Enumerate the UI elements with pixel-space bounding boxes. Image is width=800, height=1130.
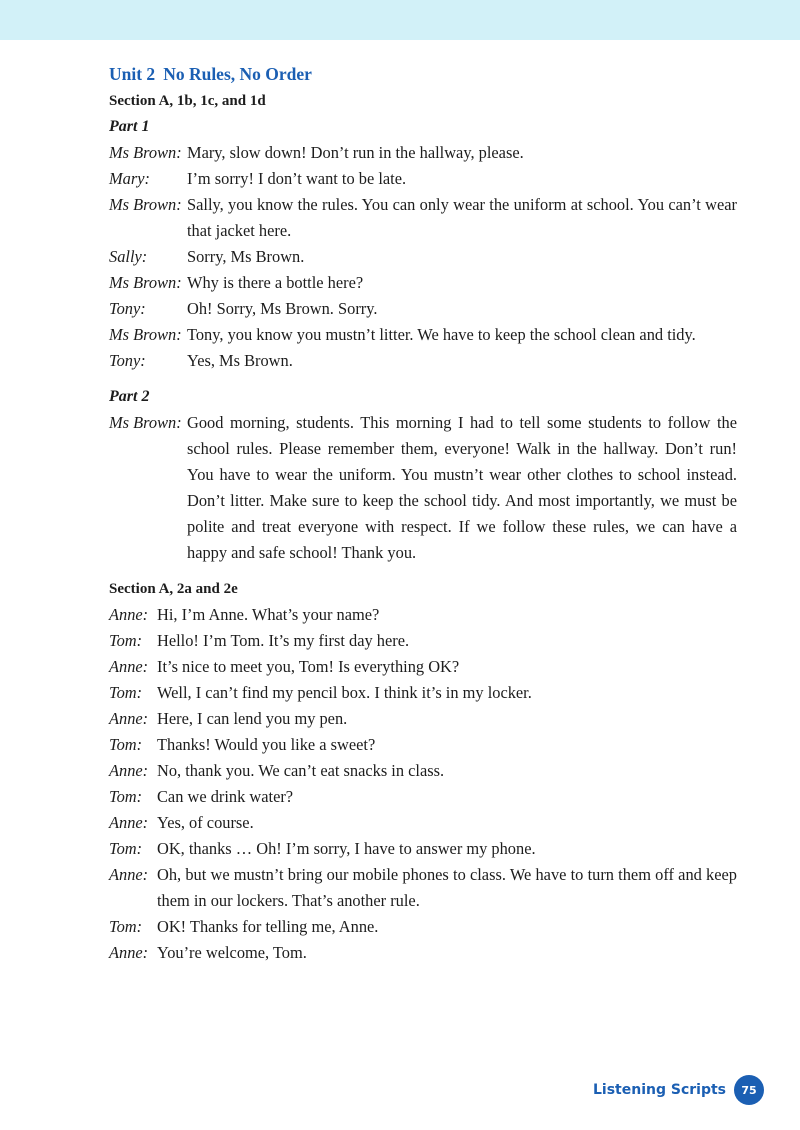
dialogue-line xyxy=(109,810,737,836)
unit-name: No Rules, No Order xyxy=(163,64,312,84)
dialogue-line xyxy=(109,244,737,270)
utterance: Oh, but we mustn’t bring our mobile phones to class. We have to turn them off and keep them in our lockers. That’s another rule. xyxy=(157,865,737,910)
speaker-label: Tom: xyxy=(109,683,143,702)
utterance: Thanks! Would you like a sweet? xyxy=(157,735,376,754)
dialogue-line xyxy=(109,654,737,680)
speaker-label: Tom: xyxy=(109,917,143,936)
speaker-label: Anne: xyxy=(109,657,149,676)
speaker-label: Anne: xyxy=(109,813,149,832)
utterance: Hello! I’m Tom. It’s my first day here. xyxy=(157,631,410,650)
utterance: Tony, you know you mustn’t litter. We have to keep the school clean and tidy. xyxy=(187,325,696,344)
part-2-heading: Part 2 xyxy=(109,388,150,405)
section-heading-2: Section A, 2a and 2e xyxy=(109,581,238,597)
utterance: I’m sorry! I don’t want to be late. xyxy=(187,169,407,188)
dialogue-part-2 xyxy=(109,410,737,566)
dialogue-line xyxy=(109,914,737,940)
footer-label: Listening Scripts xyxy=(593,1082,726,1098)
page-content xyxy=(109,60,737,966)
utterance: Yes, Ms Brown. xyxy=(187,351,293,370)
speaker-label: Mary: xyxy=(109,169,150,188)
speaker-label: Anne: xyxy=(109,943,149,962)
dialogue-line xyxy=(109,758,737,784)
speaker-label: Anne: xyxy=(109,865,149,884)
dialogue-line xyxy=(109,348,737,374)
dialogue-line xyxy=(109,166,737,192)
dialogue-line xyxy=(109,192,737,244)
dialogue-section-2 xyxy=(109,602,737,966)
speaker-label: Sally: xyxy=(109,247,148,266)
dialogue-line xyxy=(109,270,737,296)
dialogue-line xyxy=(109,862,737,914)
dialogue-line xyxy=(109,680,737,706)
utterance: Good morning, students. This morning I had to tell some students to follow the school rules. Please remember them, everyone! Walk in the hallway. Don’t run! You have to wear the uniform. You mustn’t wear other clothes to school instead. Don’t litter. Make sure to keep the school tidy. And most importantly, we must be polite and treat everyone with respect. If we follow these rules, we can have a happy and safe school! Thank you. xyxy=(187,413,737,562)
dialogue-line xyxy=(109,836,737,862)
page-footer xyxy=(593,1075,764,1105)
speaker-label: Tom: xyxy=(109,735,143,754)
utterance: Sally, you know the rules. You can only wear the uniform at school. You can’t wear that jacket here. xyxy=(187,195,737,240)
speaker-label: Tom: xyxy=(109,631,143,650)
part-1-heading: Part 1 xyxy=(109,118,150,135)
speaker-label: Ms Brown: xyxy=(109,413,182,432)
utterance: It’s nice to meet you, Tom! Is everything OK? xyxy=(157,657,460,676)
utterance: Mary, slow down! Don’t run in the hallway, please. xyxy=(187,143,524,162)
top-color-band xyxy=(0,0,800,40)
dialogue-line xyxy=(109,140,737,166)
dialogue-line xyxy=(109,940,737,966)
dialogue-line xyxy=(109,628,737,654)
utterance: Yes, of course. xyxy=(157,813,254,832)
speaker-label: Anne: xyxy=(109,709,149,728)
speaker-label: Tom: xyxy=(109,839,143,858)
utterance: Oh! Sorry, Ms Brown. Sorry. xyxy=(187,299,378,318)
utterance: Can we drink water? xyxy=(157,787,294,806)
utterance: Hi, I’m Anne. What’s your name? xyxy=(157,605,380,624)
speaker-label: Tom: xyxy=(109,787,143,806)
page-number-badge: 75 xyxy=(734,1075,764,1105)
utterance: OK, thanks … Oh! I’m sorry, I have to answer my phone. xyxy=(157,839,536,858)
dialogue-line xyxy=(109,322,737,348)
utterance: Why is there a bottle here? xyxy=(187,273,364,292)
dialogue-line xyxy=(109,732,737,758)
speaker-label: Ms Brown: xyxy=(109,195,182,214)
speaker-label: Tony: xyxy=(109,299,146,318)
unit-title xyxy=(109,60,737,88)
dialogue-line xyxy=(109,602,737,628)
dialogue-line xyxy=(109,784,737,810)
speaker-label: Ms Brown: xyxy=(109,143,182,162)
utterance: No, thank you. We can’t eat snacks in class. xyxy=(157,761,445,780)
dialogue-line xyxy=(109,410,737,566)
speaker-label: Ms Brown: xyxy=(109,325,182,344)
speaker-label: Anne: xyxy=(109,605,149,624)
spacer xyxy=(109,374,737,384)
utterance: Here, I can lend you my pen. xyxy=(157,709,348,728)
dialogue-line xyxy=(109,296,737,322)
speaker-label: Ms Brown: xyxy=(109,273,182,292)
dialogue-part-1 xyxy=(109,140,737,374)
dialogue-line xyxy=(109,706,737,732)
unit-number: Unit 2 xyxy=(109,64,156,84)
utterance: Well, I can’t find my pencil box. I think it’s in my locker. xyxy=(157,683,532,702)
speaker-label: Anne: xyxy=(109,761,149,780)
section-heading-1: Section A, 1b, 1c, and 1d xyxy=(109,93,266,109)
utterance: Sorry, Ms Brown. xyxy=(187,247,305,266)
utterance: OK! Thanks for telling me, Anne. xyxy=(157,917,379,936)
utterance: You’re welcome, Tom. xyxy=(157,943,307,962)
spacer xyxy=(109,566,737,576)
speaker-label: Tony: xyxy=(109,351,146,370)
